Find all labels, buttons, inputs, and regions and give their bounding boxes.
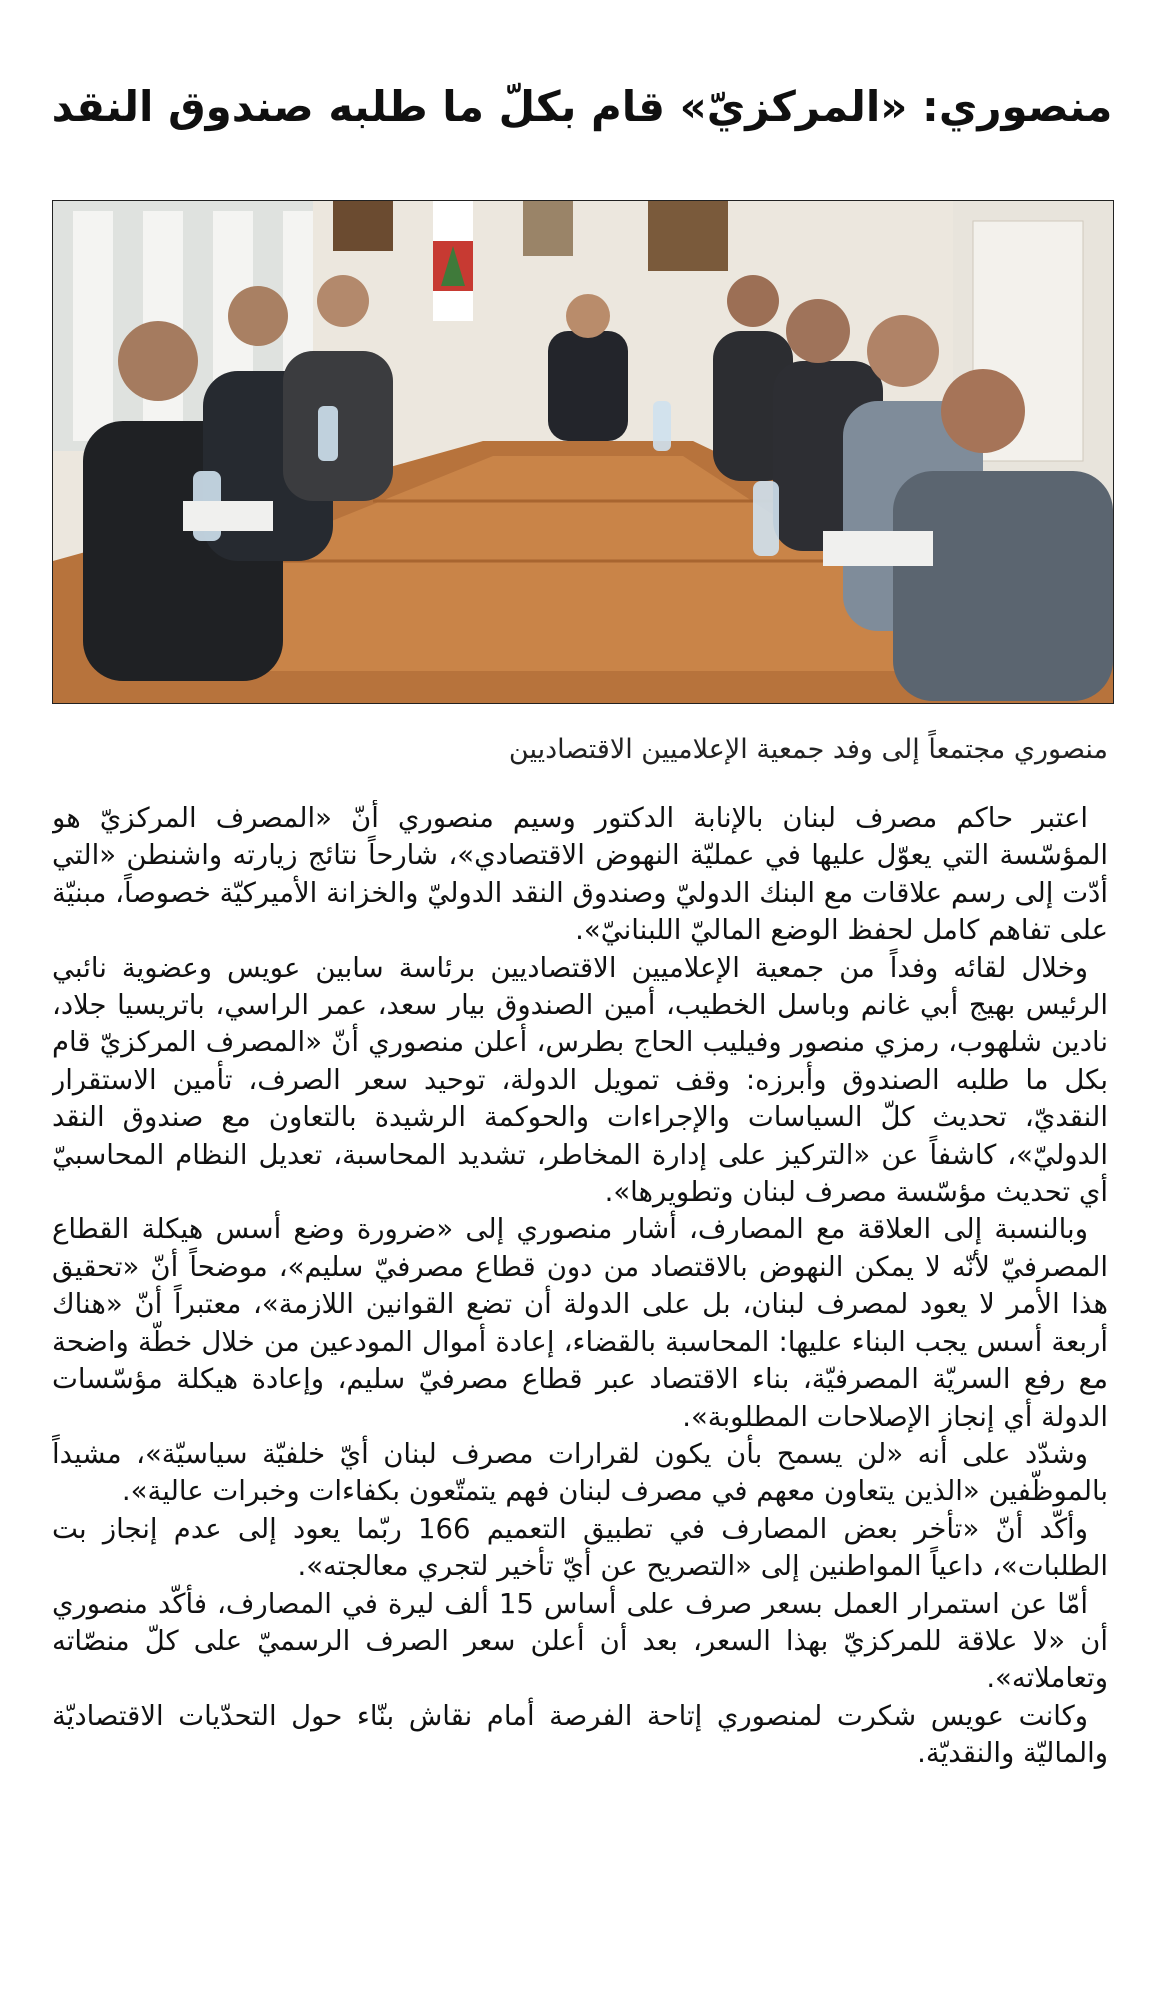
article-paragraph: وبالنسبة إلى العلاقة مع المصارف، أشار منصوري إلى «ضرورة وضع أسس هيكلة القطاع المصرفيّ لأنّه لا يمكن النهوض بالاقتصاد من دون قطاع مصرفيّ سليم»، موضحاً أنّ «تحقيق هذا الأمر لا يعود لمصرف لبنان، بل على الدولة أن تضع القوانين اللازمة»، معتبراً أنّ «هناك أربعة أسس يجب البناء عليها: المحاسبة بالقضاء، إعادة أموال المودعين من خلال خطّة واضحة مع رفع السريّة المصرفيّة، بناء الاقتصاد عبر قطاع مصرفيّ سليم، وإعادة هيكلة مؤسّسات الدولة أي إنجاز الإصلاحات المطلوبة». [52,1213,1108,1433]
meeting-photo [52,200,1114,704]
article-body [52,800,1108,1960]
article-paragraph: اعتبر حاكم مصرف لبنان بالإنابة الدكتور وسيم منصوري أنّ «المصرف المركزيّ هو المؤسّسة التي يعوّل عليها في عمليّة النهوض الاقتصادي»، شارحاً نتائج زيارته واشنطن «التي أدّت إلى رسم علاقات مع البنك الدوليّ وصندوق النقد الدوليّ والخزانة الأميركيّة خصوصاً، مبنيّة على تفاهم كامل لحفظ الوضع الماليّ اللبنانيّ». [52,802,1108,947]
photo-caption: منصوري مجتمعاً إلى وفد جمعية الإعلاميين الاقتصاديين [508,734,1108,765]
article-paragraph: وأكّد أنّ «تأخر بعض المصارف في تطبيق التعميم 166 ربّما يعود إلى عدم إنجاز بت الطلبات»، داعياً المواطنين إلى «التصريح عن أيّ تأخير لتجري معالجته». [52,1512,1108,1583]
article-paragraph: وكانت عويس شكرت لمنصوري إتاحة الفرصة أمام نقاش بنّاء حول التحدّيات الاقتصاديّة والماليّة والنقديّة. [52,1699,1108,1770]
article-paragraph: وخلال لقائه وفداً من جمعية الإعلاميين الاقتصاديين برئاسة سابين عويس وعضوية نائبي الرئيس بهيج أبي غانم وباسل الخطيب، أمين الصندوق بيار سعد، عمر الراسي، باتريسيا جلاد، نادين شلهوب، رمزي منصور وفيليب الحاج بطرس، أعلن منصوري أنّ «المصرف المركزيّ قام بكل ما طلبه الصندوق وأبرزه: وقف تمويل الدولة، توحيد سعر الصرف، تأمين الاستقرار النقديّ، تحديث كلّ السياسات والإجراءات والحوكمة الرشيدة بالتعاون مع صندوق النقد الدوليّ»، كاشفاً عن «التركيز على إدارة المخاطر، تشديد المحاسبة، تعديل النظام المحاسبيّ أي تحديث مؤسّسة مصرف لبنان وتطويرها». [52,951,1108,1209]
headline: منصوري: «المركزيّ» قام بكلّ ما طلبه صندوق النقد [51,82,1113,131]
meeting-photo-illustration [53,201,1113,703]
article-paragraph: أمّا عن استمرار العمل بسعر صرف على أساس 15 ألف ليرة في المصارف، فأكّد منصوري أن «لا علاقة للمركزيّ بهذا السعر، بعد أن أعلن سعر الصرف الرسميّ على كلّ منصّاته وتعاملاته». [52,1587,1108,1695]
article-paragraph: وشدّد على أنه «لن يسمح بأن يكون لقرارات مصرف لبنان أيّ خلفيّة سياسيّة»، مشيداً بالموظّفين «الذين يتعاون معهم في مصرف لبنان فهم يتمتّعون بكفاءات وخبرات عالية». [52,1437,1108,1508]
